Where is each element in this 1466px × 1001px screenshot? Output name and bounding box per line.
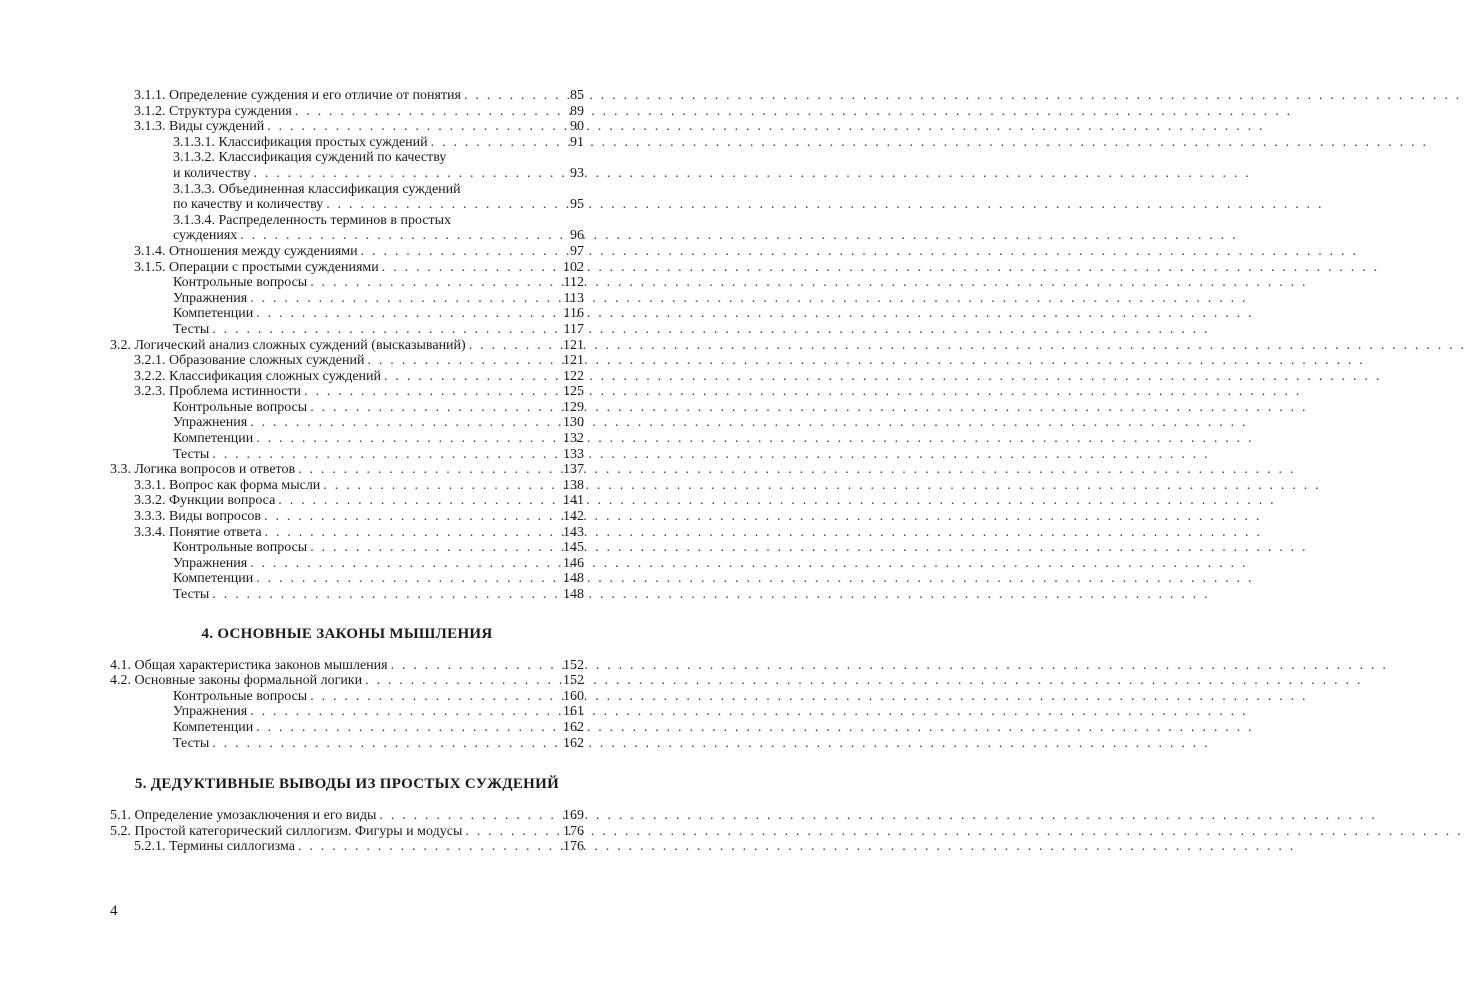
toc-entry-text: 5.1. Определение умозаключения и его виды — [110, 808, 377, 824]
toc-page-number: 129 — [563, 399, 584, 415]
toc-entry-text: Упражнения — [173, 704, 248, 720]
toc-entry-text: 3.1.4. Отношения между суждениями — [134, 243, 358, 259]
toc-entry-text: Компетенции — [173, 571, 254, 587]
toc-entry — [110, 244, 584, 260]
toc-entry — [110, 338, 584, 354]
toc-page-number: 141 — [563, 493, 584, 509]
leader-dots — [256, 431, 559, 447]
toc-entry-text: 3.3.3. Виды вопросов — [134, 509, 262, 525]
toc-entry-3-1-3-3 — [110, 182, 584, 213]
toc-page-number: 152 — [563, 657, 584, 673]
toc-entry-text: 5.2.1. Термины силлогизма — [134, 839, 295, 855]
leader-dots — [212, 587, 559, 603]
toc-page-number: 85 — [570, 88, 584, 103]
toc-entry-text: 3.2.3. Проблема истинности — [134, 384, 302, 400]
toc-page-number: 97 — [570, 243, 584, 259]
page-number: 4 — [110, 903, 118, 919]
leader-dots — [278, 493, 559, 509]
leader-dots — [391, 658, 559, 674]
leader-dots — [256, 720, 559, 736]
toc-page — [0, 0, 644, 1001]
leader-dots — [212, 447, 559, 463]
leader-dots — [469, 338, 559, 354]
leader-dots — [431, 135, 559, 151]
toc-entry-text: 3.1.3.4. Распределенность терминов в простых — [173, 212, 452, 228]
toc-entry — [110, 400, 584, 416]
toc-entry-text: и количеству — [173, 165, 251, 181]
leader-dots — [464, 88, 559, 104]
toc-entry — [110, 493, 584, 509]
leader-dots — [326, 197, 559, 213]
toc-group-b — [110, 244, 584, 603]
toc-entry — [110, 447, 584, 463]
toc-entry — [110, 88, 584, 104]
toc-entry — [110, 839, 584, 855]
toc-page-number: 90 — [570, 119, 584, 135]
toc-page-number: 176 — [563, 823, 584, 839]
toc-entry-text: по качеству и количеству — [173, 197, 324, 213]
toc-group-chapter4 — [110, 658, 584, 752]
toc-page-number: 91 — [570, 134, 584, 150]
toc-page-number: 122 — [563, 368, 584, 384]
toc-entry — [110, 736, 584, 752]
toc-entry-text: Контрольные вопросы — [173, 540, 308, 556]
toc-entry — [110, 119, 584, 135]
toc-entry-text: Тесты — [173, 587, 210, 602]
leader-dots — [298, 462, 559, 478]
toc-entry-text: Компетенции — [173, 306, 254, 322]
toc-entry — [110, 525, 584, 541]
toc-entry — [110, 306, 584, 322]
toc-entry — [110, 260, 584, 276]
toc-entry-3-1-3-2 — [110, 150, 584, 181]
leader-dots — [264, 509, 559, 525]
toc-entry-text: Упражнения — [173, 290, 248, 306]
toc-entry — [110, 369, 584, 385]
toc-entry-text: 3.1.2. Структура суждения — [134, 103, 292, 119]
toc-entry-text: 3.2.1. Образование сложных суждений — [134, 353, 365, 369]
toc-page-number: 102 — [563, 259, 584, 275]
toc-entry-text: 3.1.3.2. Классификация суждений по качеству — [173, 150, 447, 166]
toc-page-number: 121 — [563, 337, 584, 353]
toc-entry-text: 4.2. Основные законы формальной логики — [110, 673, 363, 689]
leader-dots — [256, 571, 559, 587]
toc-page-number: 142 — [563, 509, 584, 525]
leader-dots — [310, 400, 559, 416]
toc-entry-text: 3.2. Логический анализ сложных суждений (высказываний) — [110, 337, 466, 353]
toc-entry — [110, 291, 584, 307]
leader-dots — [212, 322, 559, 338]
toc-group-chapter5 — [110, 808, 584, 855]
toc-entry-text: 3.1.3.3. Объединенная классификация суждений — [173, 181, 461, 197]
leader-dots — [212, 736, 559, 752]
toc-entry — [110, 689, 584, 705]
toc-entry — [110, 431, 584, 447]
toc-page-number: 89 — [570, 103, 584, 119]
toc-entry — [110, 808, 584, 824]
toc-page-number: 113 — [563, 290, 584, 306]
toc-entry-text: Контрольные вопросы — [173, 688, 308, 704]
toc-entry-text: Тесты — [173, 321, 210, 337]
leader-dots — [310, 540, 559, 556]
toc-entry-text: Компетенции — [173, 719, 254, 735]
toc-entry-text: Упражнения — [173, 415, 248, 431]
toc-entry — [110, 571, 584, 587]
toc-entry-text: 3.2.2. Классификация сложных суждений — [134, 368, 382, 384]
toc-entry — [110, 462, 584, 478]
toc-page-number: 176 — [563, 839, 584, 855]
toc-page-number: 162 — [563, 735, 584, 751]
toc-entry-text: Тесты — [173, 735, 210, 751]
leader-dots — [365, 673, 559, 689]
leader-dots — [382, 260, 559, 276]
toc-entry-text: 4.1. Общая характеристика законов мышления — [110, 657, 388, 673]
leader-dots — [323, 478, 559, 494]
leader-dots — [250, 291, 559, 307]
toc-page-number: 161 — [563, 704, 584, 720]
toc-entry-text: Контрольные вопросы — [173, 275, 308, 291]
toc-entry-text: 3.3. Логика вопросов и ответов — [110, 462, 296, 478]
toc-page-number: 145 — [563, 540, 584, 556]
toc-page-number: 132 — [563, 431, 584, 447]
leader-dots — [250, 556, 559, 572]
toc-entry-text: Упражнения — [173, 555, 248, 571]
toc-entry — [110, 720, 584, 736]
toc-entry — [110, 658, 584, 674]
toc-page-number: 117 — [563, 321, 584, 337]
chapter-4-heading: 4. ОСНОВНЫЕ ЗАКОНЫ МЫШЛЕНИЯ — [201, 625, 493, 642]
toc-page-number: 125 — [563, 384, 584, 400]
toc-entry — [110, 415, 584, 431]
toc-page-number: 116 — [563, 306, 584, 322]
leader-dots — [310, 689, 559, 705]
toc-entry-text: Компетенции — [173, 431, 254, 447]
toc-page-number: 152 — [563, 673, 584, 689]
toc-page-number: 130 — [563, 415, 584, 431]
leader-dots — [240, 228, 559, 244]
toc-page-number: 146 — [563, 555, 584, 571]
toc-entry — [110, 478, 584, 494]
toc-entry — [110, 556, 584, 572]
leader-dots — [368, 353, 560, 369]
toc-page-number: 96 — [570, 228, 584, 244]
toc-page-number: 137 — [563, 462, 584, 478]
toc-entry-text: 3.3.2. Функции вопроса — [134, 493, 276, 509]
leader-dots — [310, 275, 559, 291]
toc-page-number: 121 — [563, 353, 584, 369]
toc-entry — [110, 509, 584, 525]
toc-entry-text: 3.3.4. Понятие ответа — [134, 524, 262, 540]
leader-dots — [250, 704, 559, 720]
leader-dots — [361, 244, 559, 260]
leader-dots — [465, 824, 559, 840]
toc-page-number: 143 — [563, 524, 584, 540]
toc-entry — [110, 540, 584, 556]
toc-entry-text: Тесты — [173, 446, 210, 462]
table-of-contents — [110, 88, 584, 855]
toc-entry-text: 3.1.1. Определение суждения и его отличие от понятия — [134, 88, 461, 103]
toc-entry-text: суждениях — [173, 228, 238, 244]
toc-entry-text: 5.2. Простой категорический силлогизм. Фигуры и модусы — [110, 823, 463, 839]
toc-group-a — [110, 88, 584, 150]
leader-dots — [384, 369, 559, 385]
toc-page-number: 112 — [563, 275, 584, 291]
toc-entry — [110, 322, 584, 338]
toc-entry — [110, 353, 584, 369]
leader-dots — [304, 384, 559, 400]
toc-entry — [110, 824, 584, 840]
toc-page-number: 162 — [563, 719, 584, 735]
toc-page-number: 169 — [563, 808, 584, 824]
toc-entry — [110, 587, 584, 603]
leader-dots — [379, 808, 559, 824]
toc-entry — [110, 384, 584, 400]
leader-dots — [265, 525, 559, 541]
leader-dots — [250, 415, 559, 431]
toc-entry — [110, 135, 584, 151]
toc-entry-text: 3.3.1. Вопрос как форма мысли — [134, 477, 321, 493]
toc-entry-text: 3.1.3. Виды суждений — [134, 119, 265, 135]
toc-page-number: 133 — [563, 446, 584, 462]
leader-dots — [295, 104, 559, 120]
leader-dots — [253, 166, 559, 182]
toc-entry — [110, 275, 584, 291]
toc-entry-text: 3.1.5. Операции с простыми суждениями — [134, 259, 379, 275]
toc-entry — [110, 104, 584, 120]
toc-page-number: 160 — [563, 688, 584, 704]
leader-dots — [298, 839, 559, 855]
toc-entry — [110, 673, 584, 689]
toc-page-number: 148 — [563, 587, 584, 602]
toc-page-number: 148 — [563, 571, 584, 587]
leader-dots — [267, 119, 559, 135]
chapter-5-heading: 5. ДЕДУКТИВНЫЕ ВЫВОДЫ ИЗ ПРОСТЫХ СУЖДЕНИЙ — [134, 776, 560, 793]
toc-entry-text: Контрольные вопросы — [173, 399, 308, 415]
toc-entry — [110, 704, 584, 720]
toc-page-number: 95 — [570, 197, 584, 213]
toc-entry-3-1-3-4 — [110, 213, 584, 244]
toc-entry-text: 3.1.3.1. Классификация простых суждений — [173, 134, 428, 150]
leader-dots — [256, 306, 559, 322]
toc-page-number: 138 — [563, 477, 584, 493]
toc-page-number: 93 — [570, 165, 584, 181]
